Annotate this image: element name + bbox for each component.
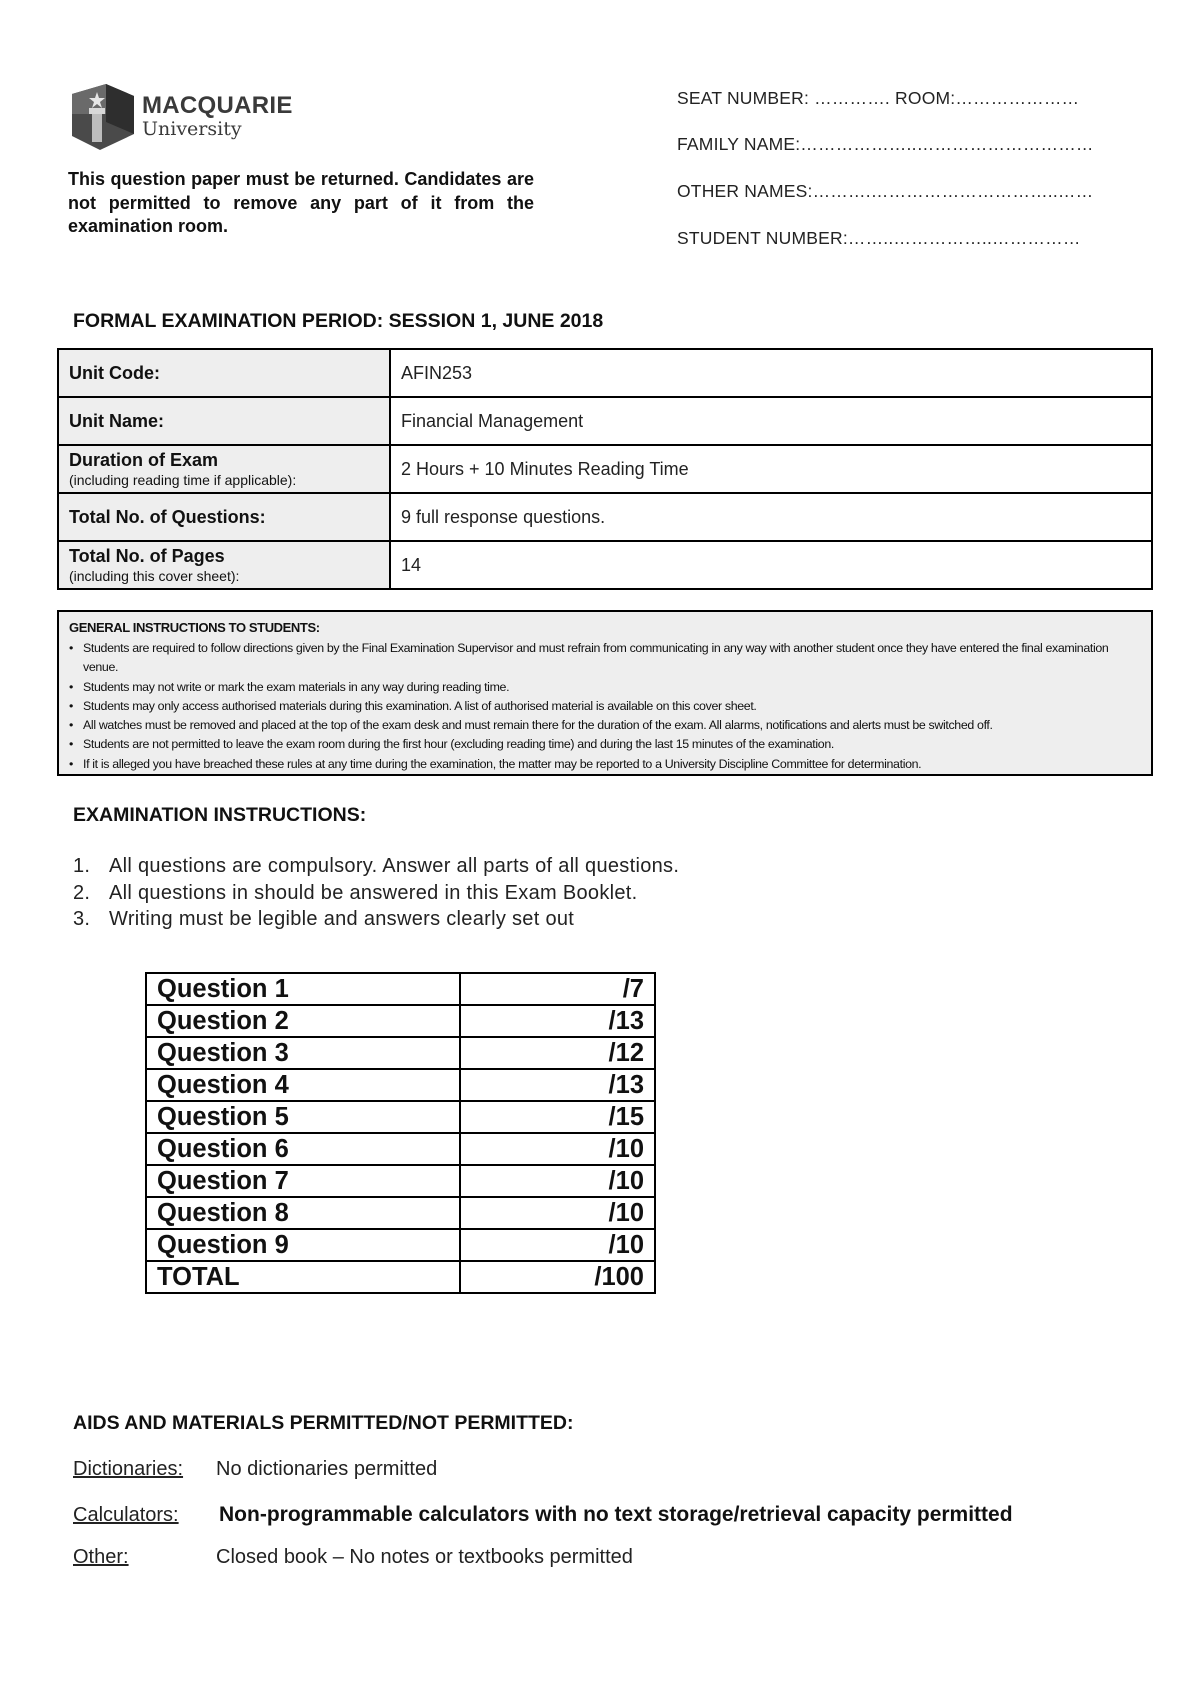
bullet-icon: •	[69, 641, 73, 655]
list-item-text: All watches must be removed and placed at the top of the exam desk and must remain there for the duration of the exam. All alarms, notifications and alerts must be switched off.	[83, 718, 993, 733]
aid-label-other: Other:	[73, 1546, 129, 1568]
unit-info-row	[58, 445, 1152, 493]
question-label: Question 4	[146, 1069, 460, 1101]
unit-info-value: Financial Management	[390, 397, 1152, 445]
list-item	[73, 906, 679, 933]
list-item-number: 3.	[73, 908, 91, 930]
other-names-field[interactable]: OTHER NAMES:……….…………………………..……	[677, 181, 1094, 201]
table-row	[146, 1229, 655, 1261]
question-label: Question 3	[146, 1037, 460, 1069]
question-mark: /10	[460, 1229, 655, 1261]
general-instructions-list	[67, 639, 1143, 774]
list-item-number: 1.	[73, 855, 91, 877]
exam-period-heading: FORMAL EXAMINATION PERIOD: SESSION 1, JUNE 2018	[73, 310, 604, 332]
question-label: Question 5	[146, 1101, 460, 1133]
unit-info-label: Total No. of Pages	[69, 546, 225, 566]
general-instructions-title: GENERAL INSTRUCTIONS TO STUDENTS:	[69, 620, 320, 635]
list-item-text: All questions in should be answered in this Exam Booklet.	[109, 881, 638, 904]
bullet-icon: •	[69, 679, 73, 694]
table-row	[146, 1037, 655, 1069]
question-mark: /15	[460, 1101, 655, 1133]
list-item-text: All questions are compulsory. Answer all parts of all questions.	[109, 855, 680, 877]
unit-info-label: Duration of Exam	[69, 450, 219, 470]
question-mark: /10	[460, 1165, 655, 1197]
logo-subtitle: University	[142, 118, 242, 140]
table-row	[146, 1069, 655, 1101]
unit-info-row	[58, 349, 1152, 397]
student-number-field[interactable]: STUDENT NUMBER:……..……………..……………	[677, 228, 1081, 248]
list-item	[67, 678, 1143, 697]
question-mark: /13	[460, 1069, 655, 1101]
list-item-text: Students may only access authorised materials during this examination. A list of authorised material is available on this cover sheet.	[83, 698, 757, 713]
table-row	[146, 1261, 655, 1293]
unit-info-sublabel: (including this cover sheet):	[69, 568, 240, 584]
exam-instructions-title: EXAMINATION INSTRUCTIONS:	[73, 804, 367, 826]
question-label: Question 8	[146, 1197, 460, 1229]
table-row	[146, 973, 655, 1005]
aid-value-dictionaries: No dictionaries permitted	[216, 1458, 438, 1480]
total-label: TOTAL	[146, 1261, 460, 1293]
unit-info-label: Unit Code:	[69, 362, 160, 383]
bullet-icon: •	[69, 756, 73, 771]
question-mark: /7	[460, 973, 655, 1005]
list-item-number: 2.	[73, 881, 91, 904]
marks-table	[145, 972, 656, 1294]
list-item	[67, 735, 1143, 754]
unit-info-value: 2 Hours + 10 Minutes Reading Time	[390, 445, 1152, 493]
general-instructions-box	[57, 610, 1153, 776]
list-item-text: Students are required to follow directions given by the Final Examination Supervisor and must refrain from communicating in any way with another student once they have entered the final examination venue.	[83, 641, 1109, 675]
question-label: Question 6	[146, 1133, 460, 1165]
university-logo	[72, 84, 292, 150]
table-row	[146, 1133, 655, 1165]
question-label: Question 9	[146, 1229, 460, 1261]
seat-room-field[interactable]: SEAT NUMBER: …………. ROOM:…………………	[677, 88, 1080, 108]
question-label: Question 1	[146, 973, 460, 1005]
unit-info-value: AFIN253	[390, 349, 1152, 397]
family-name-field[interactable]: FAMILY NAME:………………..…………………………	[677, 134, 1094, 154]
exam-instructions-list	[73, 853, 679, 933]
list-item	[67, 755, 1143, 774]
bullet-icon: •	[69, 718, 73, 733]
question-mark: /13	[460, 1005, 655, 1037]
unit-info-table	[57, 348, 1153, 590]
list-item	[73, 880, 679, 907]
unit-info-row	[58, 397, 1152, 445]
table-row	[146, 1165, 655, 1197]
unit-info-label: Unit Name:	[69, 410, 165, 431]
table-row	[146, 1197, 655, 1229]
aid-label-calculators: Calculators:	[73, 1504, 179, 1526]
list-item	[67, 639, 1143, 678]
aid-label-dictionaries: Dictionaries:	[73, 1458, 184, 1480]
unit-info-value: 14	[390, 541, 1152, 589]
unit-info-value: 9 full response questions.	[390, 493, 1152, 541]
unit-info-sublabel: (including reading time if applicable):	[69, 472, 297, 488]
unit-info-row	[58, 541, 1152, 589]
bullet-icon: •	[69, 737, 73, 752]
total-mark: /100	[460, 1261, 655, 1293]
table-row	[146, 1005, 655, 1037]
table-row	[146, 1101, 655, 1133]
logo-title: MACQUARIE	[142, 92, 293, 119]
question-mark: /10	[460, 1197, 655, 1229]
aid-value-calculators: Non-programmable calculators with no text storage/retrieval capacity permitted	[219, 1503, 1013, 1526]
unit-info-label: Total No. of Questions:	[69, 506, 266, 527]
list-item-text: Students may not write or mark the exam materials in any way during reading time.	[83, 679, 510, 694]
return-notice: This question paper must be returned. Candidates are not permitted to remove any part of it from the examination room.	[68, 169, 534, 236]
list-item	[73, 853, 679, 880]
list-item-text: Writing must be legible and answers clearly set out	[109, 908, 575, 930]
question-label: Question 7	[146, 1165, 460, 1197]
aids-heading: AIDS AND MATERIALS PERMITTED/NOT PERMITTED:	[73, 1412, 574, 1434]
list-item	[67, 716, 1143, 735]
question-mark: /10	[460, 1133, 655, 1165]
shield-crest-icon	[72, 84, 134, 150]
aid-value-other: Closed book – No notes or textbooks permitted	[216, 1546, 633, 1568]
question-label: Question 2	[146, 1005, 460, 1037]
list-item-text: Students are not permitted to leave the exam room during the first hour (excluding reading time) and during the last 15 minutes of the examination.	[83, 737, 834, 752]
unit-info-row	[58, 493, 1152, 541]
list-item-text: If it is alleged you have breached these rules at any time during the examination, the matter may be reported to a University Discipline Committee for determination.	[83, 756, 922, 771]
bullet-icon: •	[69, 698, 73, 713]
question-mark: /12	[460, 1037, 655, 1069]
list-item	[67, 697, 1143, 716]
